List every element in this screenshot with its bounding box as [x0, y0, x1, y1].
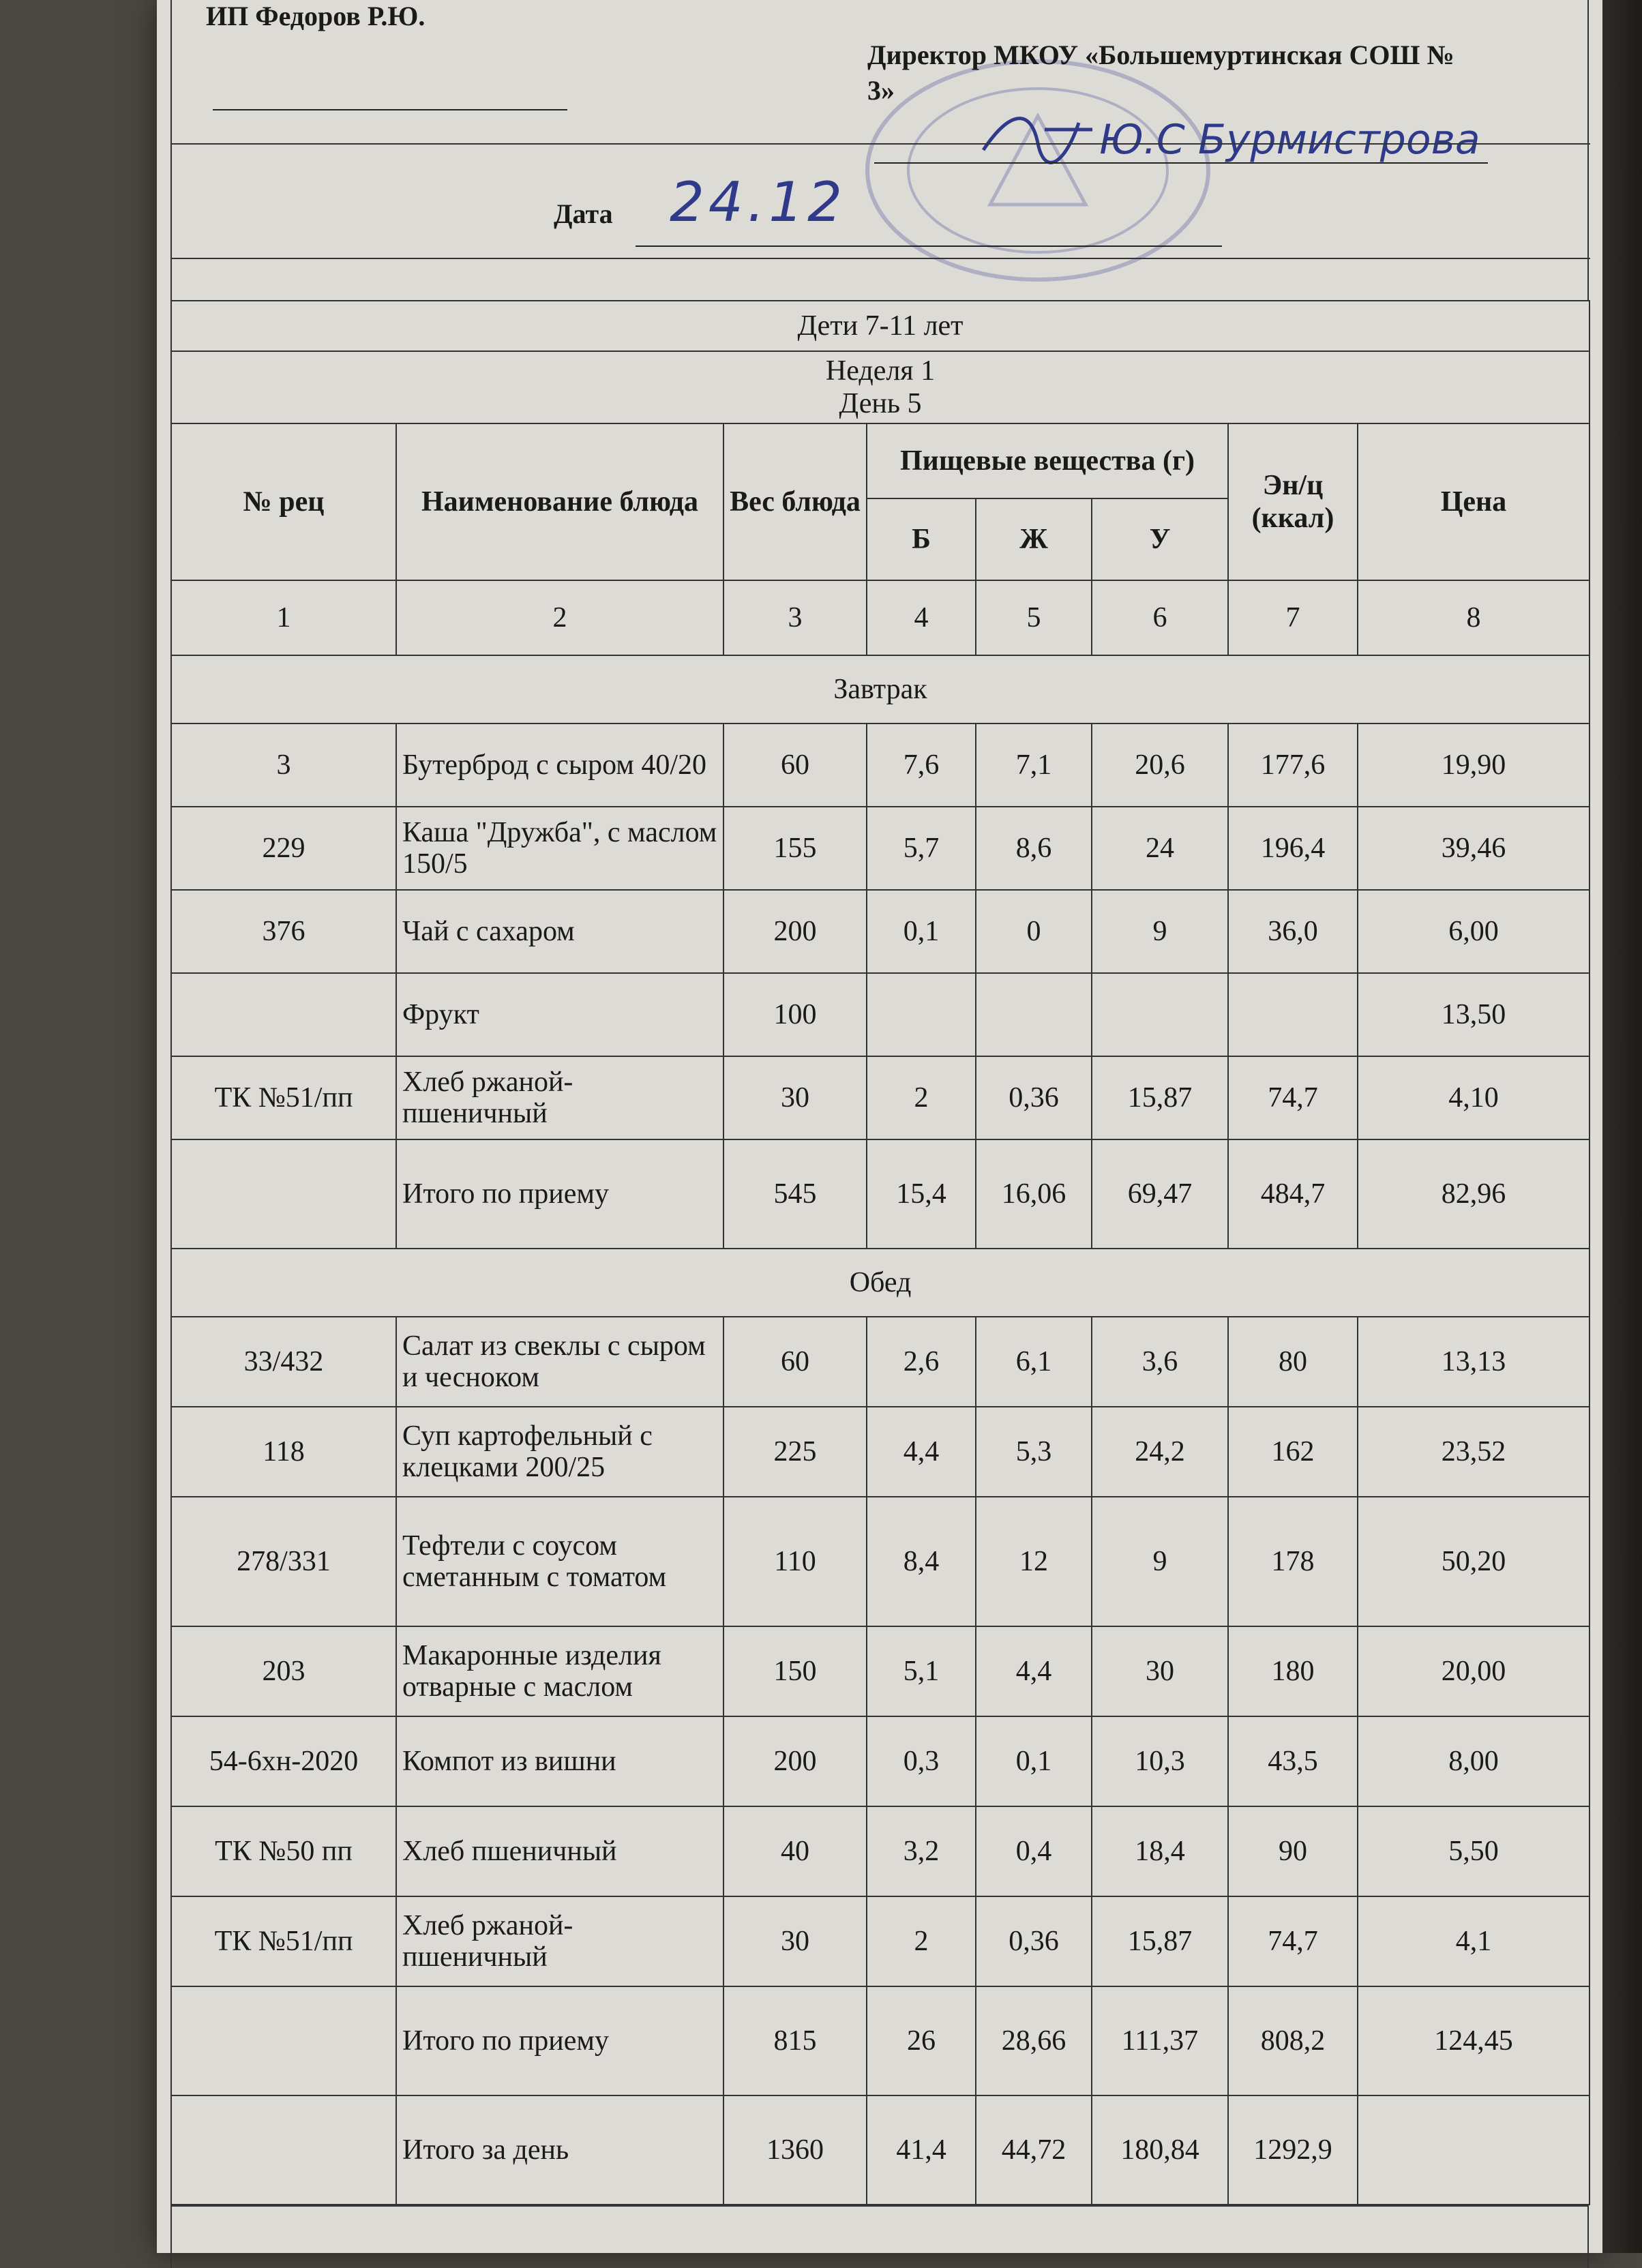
weight: 60 — [723, 723, 867, 807]
dish-name: Хлеб ржаной-пшеничный — [396, 1896, 723, 1986]
price: 50,20 — [1358, 1497, 1589, 1626]
table-footer-space — [170, 2205, 1589, 2268]
fat: 6,1 — [976, 1317, 1092, 1407]
col-energy: Эн/ц (ккал) — [1228, 423, 1358, 580]
rec-no: ТК №51/пп — [171, 1056, 396, 1139]
carbs: 9 — [1092, 890, 1228, 973]
carbs — [1092, 973, 1228, 1056]
carbs: 10,3 — [1092, 1716, 1228, 1806]
weight: 100 — [723, 973, 867, 1056]
carbs: 9 — [1092, 1497, 1228, 1626]
table-row — [171, 723, 1589, 807]
fat — [976, 973, 1092, 1056]
director-signature-line — [874, 162, 1488, 164]
week-day — [171, 351, 1589, 423]
total-protein: 15,4 — [867, 1139, 976, 1249]
weight: 150 — [723, 1626, 867, 1716]
col-number: 1 — [171, 580, 396, 655]
col-number: 3 — [723, 580, 867, 655]
total-fat: 28,66 — [976, 1986, 1092, 2095]
table-row — [171, 1896, 1589, 1986]
day-total-carbs: 180,84 — [1092, 2095, 1228, 2205]
rec-no: 33/432 — [171, 1317, 396, 1407]
energy: 162 — [1228, 1407, 1358, 1497]
protein: 0,1 — [867, 890, 976, 973]
protein — [867, 973, 976, 1056]
fat: 0,4 — [976, 1806, 1092, 1896]
company-name: ИП Федоров Р.Ю. — [206, 1, 426, 31]
rec-no: 3 — [171, 723, 396, 807]
price: 20,00 — [1358, 1626, 1589, 1716]
total-carbs: 111,37 — [1092, 1986, 1228, 2095]
dish-name: Чай с сахаром — [396, 890, 723, 973]
price: 23,52 — [1358, 1407, 1589, 1497]
energy: 90 — [1228, 1806, 1358, 1896]
table-row — [171, 1497, 1589, 1626]
lunch-total-row — [171, 1986, 1589, 2095]
energy: 74,7 — [1228, 1056, 1358, 1139]
rec-no — [171, 973, 396, 1056]
table-row — [171, 1626, 1589, 1716]
header-rule — [172, 143, 1590, 145]
total-energy: 484,7 — [1228, 1139, 1358, 1249]
dish-name: Бутерброд с сыром 40/20 — [396, 723, 723, 807]
day-total-label: Итого за день — [396, 2095, 723, 2205]
column-number-row — [171, 580, 1589, 655]
price: 4,1 — [1358, 1896, 1589, 1986]
date-line — [636, 245, 1222, 247]
age-group-row — [171, 301, 1589, 351]
protein: 0,3 — [867, 1716, 976, 1806]
document-header — [170, 0, 1589, 300]
weight: 200 — [723, 890, 867, 973]
col-number: 5 — [976, 580, 1092, 655]
total-carbs: 69,47 — [1092, 1139, 1228, 1249]
energy: 196,4 — [1228, 807, 1358, 890]
age-group: Дети 7-11 лет — [171, 301, 1589, 351]
total-protein: 26 — [867, 1986, 976, 2095]
total-label: Итого по приему — [396, 1986, 723, 2095]
price: 8,00 — [1358, 1716, 1589, 1806]
fat: 0,1 — [976, 1716, 1092, 1806]
col-number: 8 — [1358, 580, 1589, 655]
fat: 7,1 — [976, 723, 1092, 807]
col-price: Цена — [1358, 423, 1589, 580]
company-signature-line — [213, 109, 567, 110]
price: 39,46 — [1358, 807, 1589, 890]
col-rec-no: № рец — [171, 423, 396, 580]
table-row — [171, 1056, 1589, 1139]
dish-name: Суп картофельный с клецками 200/25 — [396, 1407, 723, 1497]
carbs: 15,87 — [1092, 1056, 1228, 1139]
price: 13,50 — [1358, 973, 1589, 1056]
fat: 12 — [976, 1497, 1092, 1626]
total-energy: 808,2 — [1228, 1986, 1358, 2095]
table-row — [171, 973, 1589, 1056]
dish-name: Тефтели с соусом сметанным с томатом — [396, 1497, 723, 1626]
col-nutrients: Пищевые вещества (г) — [867, 423, 1228, 498]
price: 4,10 — [1358, 1056, 1589, 1139]
day-label: День 5 — [839, 388, 922, 419]
weight: 200 — [723, 1716, 867, 1806]
dish-name: Макаронные изделия отварные с маслом — [396, 1626, 723, 1716]
table-row — [171, 1407, 1589, 1497]
fat: 5,3 — [976, 1407, 1092, 1497]
rec-no: 229 — [171, 807, 396, 890]
energy: 80 — [1228, 1317, 1358, 1407]
table-row — [171, 1317, 1589, 1407]
table-row — [171, 807, 1589, 890]
protein: 5,1 — [867, 1626, 976, 1716]
rec-no: 203 — [171, 1626, 396, 1716]
date-value: 24.12 — [670, 170, 847, 234]
rec-no: 278/331 — [171, 1497, 396, 1626]
director-title: Директор МКОУ «Большемуртинская СОШ № 3» — [867, 40, 1454, 106]
dish-name: Каша "Дружба", с маслом 150/5 — [396, 807, 723, 890]
fat: 0 — [976, 890, 1092, 973]
lunch-section-row — [171, 1249, 1589, 1317]
weight: 60 — [723, 1317, 867, 1407]
table-row — [171, 890, 1589, 973]
weight: 155 — [723, 807, 867, 890]
col-number: 7 — [1228, 580, 1358, 655]
col-carbs: У — [1092, 498, 1228, 580]
col-dish-name: Наименование блюда — [396, 423, 723, 580]
dish-name: Хлеб ржаной-пшеничный — [396, 1056, 723, 1139]
total-weight: 815 — [723, 1986, 867, 2095]
energy — [1228, 973, 1358, 1056]
menu-document — [170, 0, 1589, 2268]
dish-name: Фрукт — [396, 973, 723, 1056]
protein: 2 — [867, 1896, 976, 1986]
carbs: 30 — [1092, 1626, 1228, 1716]
day-total-energy: 1292,9 — [1228, 2095, 1358, 2205]
week-day-row — [171, 351, 1589, 423]
day-total-fat: 44,72 — [976, 2095, 1092, 2205]
header-rule — [172, 258, 1590, 259]
breakfast-section-row — [171, 655, 1589, 723]
total-fat: 16,06 — [976, 1139, 1092, 1249]
table-row — [171, 1716, 1589, 1806]
fat: 4,4 — [976, 1626, 1092, 1716]
carbs: 15,87 — [1092, 1896, 1228, 1986]
protein: 2 — [867, 1056, 976, 1139]
total-weight: 545 — [723, 1139, 867, 1249]
carbs: 24 — [1092, 807, 1228, 890]
paper-sheet — [157, 0, 1602, 2253]
carbs: 24,2 — [1092, 1407, 1228, 1497]
protein: 3,2 — [867, 1806, 976, 1896]
rec-no: 118 — [171, 1407, 396, 1497]
column-header-row — [171, 423, 1589, 498]
energy: 36,0 — [1228, 890, 1358, 973]
protein: 4,4 — [867, 1407, 976, 1497]
carbs: 18,4 — [1092, 1806, 1228, 1896]
fat: 8,6 — [976, 807, 1092, 890]
price: 6,00 — [1358, 890, 1589, 973]
price: 19,90 — [1358, 723, 1589, 807]
protein: 5,7 — [867, 807, 976, 890]
energy: 43,5 — [1228, 1716, 1358, 1806]
week-label: Неделя 1 — [825, 355, 936, 387]
day-total-price — [1358, 2095, 1589, 2205]
background-edge — [1602, 0, 1642, 2253]
col-protein: Б — [867, 498, 976, 580]
protein: 2,6 — [867, 1317, 976, 1407]
weight: 30 — [723, 1896, 867, 1986]
breakfast-title: Завтрак — [171, 655, 1589, 723]
rec-no: 376 — [171, 890, 396, 973]
menu-table — [170, 300, 1590, 2205]
dish-name: Компот из вишни — [396, 1716, 723, 1806]
weight: 225 — [723, 1407, 867, 1497]
col-weight: Вес блюда — [723, 423, 867, 580]
dish-name: Салат из свеклы с сыром и чесноком — [396, 1317, 723, 1407]
total-price: 124,45 — [1358, 1986, 1589, 2095]
empty-cell — [171, 1986, 396, 2095]
energy: 180 — [1228, 1626, 1358, 1716]
rec-no: ТК №50 пп — [171, 1806, 396, 1896]
energy: 74,7 — [1228, 1896, 1358, 1986]
table-row — [171, 1806, 1589, 1896]
price: 5,50 — [1358, 1806, 1589, 1896]
date-label: Дата — [554, 198, 613, 229]
lunch-title: Обед — [171, 1249, 1589, 1317]
protein: 7,6 — [867, 723, 976, 807]
col-number: 6 — [1092, 580, 1228, 655]
empty-cell — [171, 1139, 396, 1249]
signature-name: Ю.С Бурмистрова — [1099, 116, 1480, 164]
day-total-protein: 41,4 — [867, 2095, 976, 2205]
day-total-weight: 1360 — [723, 2095, 867, 2205]
total-label: Итого по приему — [396, 1139, 723, 1249]
rec-no: 54-6хн-2020 — [171, 1716, 396, 1806]
energy: 178 — [1228, 1497, 1358, 1626]
weight: 30 — [723, 1056, 867, 1139]
empty-cell — [171, 2095, 396, 2205]
price: 13,13 — [1358, 1317, 1589, 1407]
dish-name: Хлеб пшеничный — [396, 1806, 723, 1896]
rec-no: ТК №51/пп — [171, 1896, 396, 1986]
carbs: 20,6 — [1092, 723, 1228, 807]
breakfast-total-row — [171, 1139, 1589, 1249]
carbs: 3,6 — [1092, 1317, 1228, 1407]
protein: 8,4 — [867, 1497, 976, 1626]
total-price: 82,96 — [1358, 1139, 1589, 1249]
col-number: 4 — [867, 580, 976, 655]
col-fat: Ж — [976, 498, 1092, 580]
day-total-row — [171, 2095, 1589, 2205]
fat: 0,36 — [976, 1056, 1092, 1139]
energy: 177,6 — [1228, 723, 1358, 807]
col-number: 2 — [396, 580, 723, 655]
fat: 0,36 — [976, 1896, 1092, 1986]
weight: 110 — [723, 1497, 867, 1626]
weight: 40 — [723, 1806, 867, 1896]
